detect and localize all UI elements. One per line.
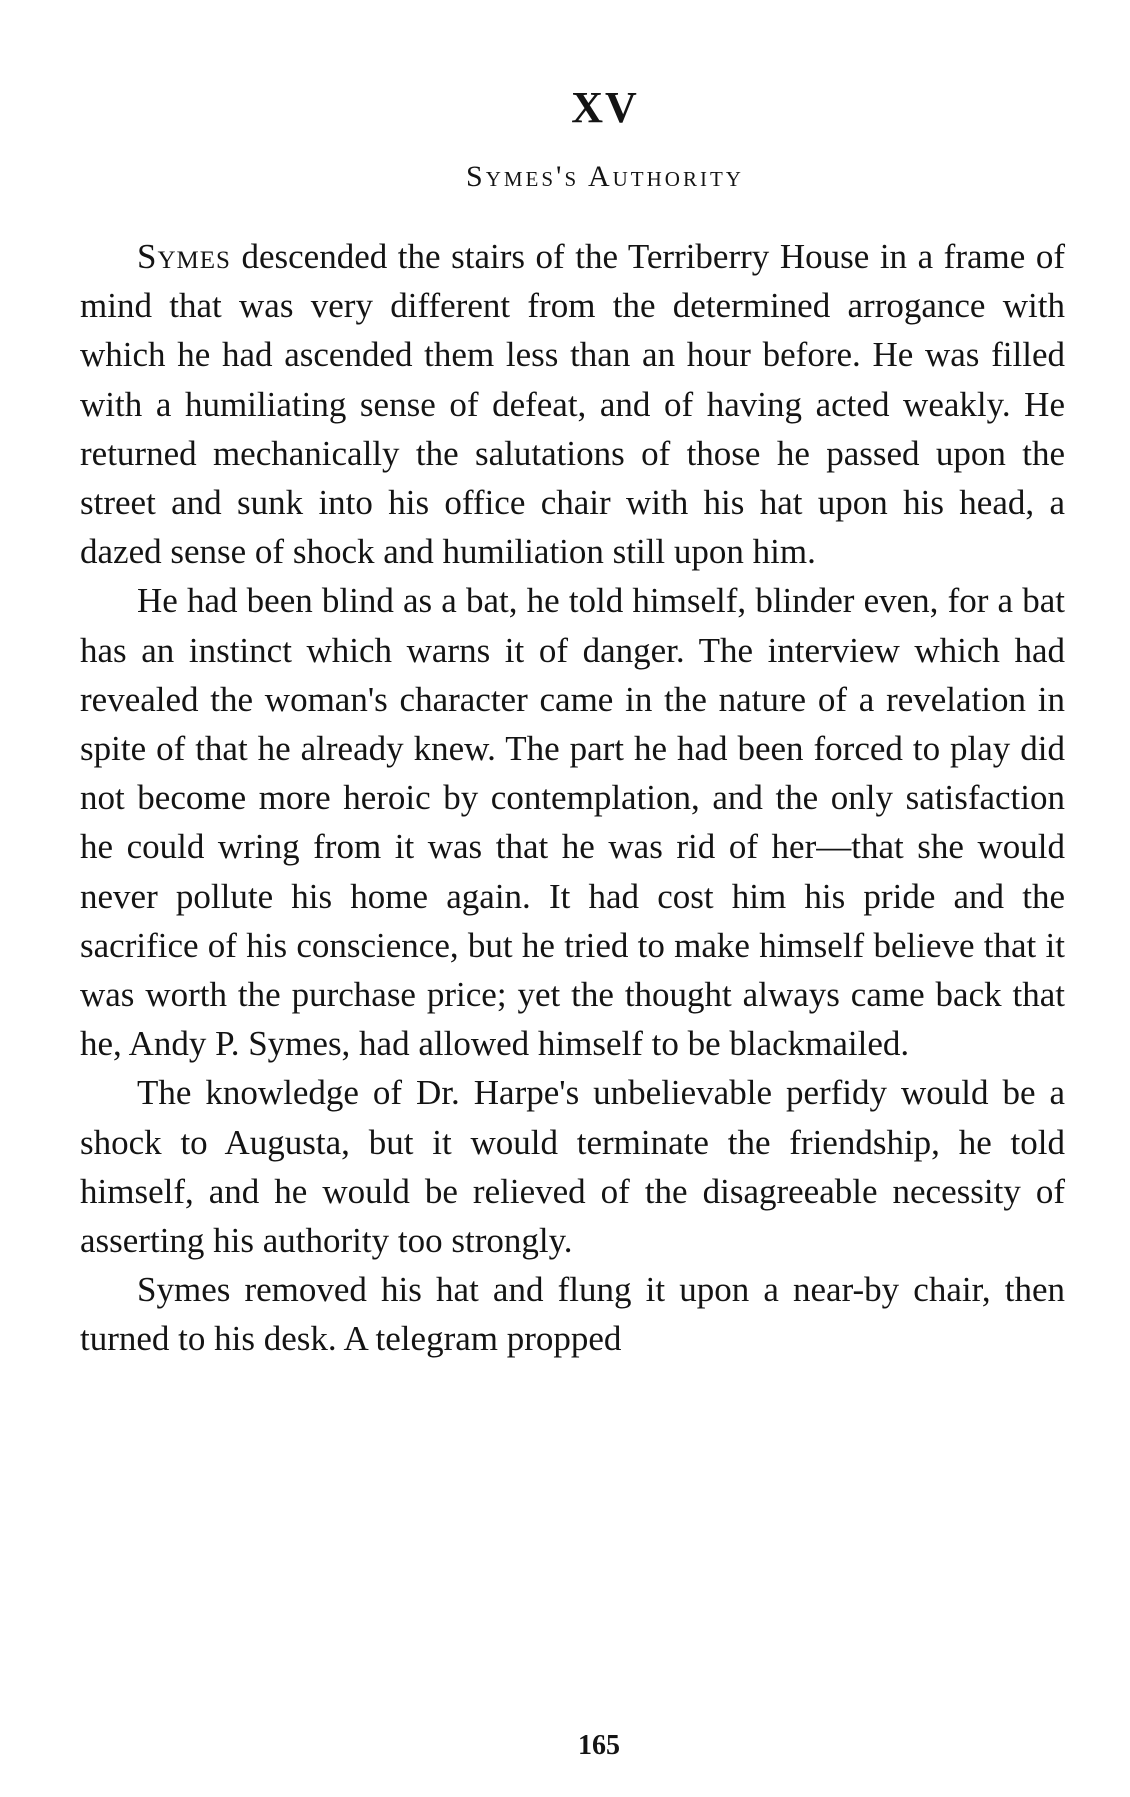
paragraph-4: Symes removed his hat and flung it upon a near-by chair, then turned to his desk. A telegram propped: [80, 1270, 1065, 1359]
paragraph-2: He had been blind as a bat, he told himself, blinder even, for a bat has an instinct which warns it of danger. The interview which had revealed the woman's character came in the nature of a revelation in spite of that he already knew. The part he had been forced to play did not become more heroic by contemplation, and the only satisfaction he could wring from it was that he was rid of her—that she would never pollute his home again. It had cost him his pride and the sacrifice of his conscience, but he tried to make himself believe that it was worth the purchase price; yet the thought always came back that he, Andy P. Symes, had allowed himself to be blackmailed.: [80, 581, 1065, 1064]
paragraph-1-text: descended the stairs of the Terriberry House in a frame of mind that was very different from the determined arrogance with which he had ascended them less than an hour before. He was filled with a humiliating sense of defeat, and of having acted weakly. He returned mechanically the salutations of those he passed upon the street and sunk into his office chair with his hat upon his head, a dazed sense of shock and humiliation still upon him.: [80, 237, 1065, 572]
paragraph-3: The knowledge of Dr. Harpe's unbelievable perfidy would be a shock to Augusta, but it would terminate the friendship, he told himself, and he would be relieved of the disagreeable necessity of asserting his authority too strongly.: [80, 1073, 1065, 1261]
chapter-title: Symes's Authority: [466, 160, 744, 193]
paragraph-1-lead: Symes: [137, 237, 231, 276]
paragraph-1: [80, 232, 1065, 576]
chapter-number: XV: [571, 83, 639, 132]
page-number: 165: [578, 1730, 620, 1761]
body-text: [80, 232, 1065, 1364]
